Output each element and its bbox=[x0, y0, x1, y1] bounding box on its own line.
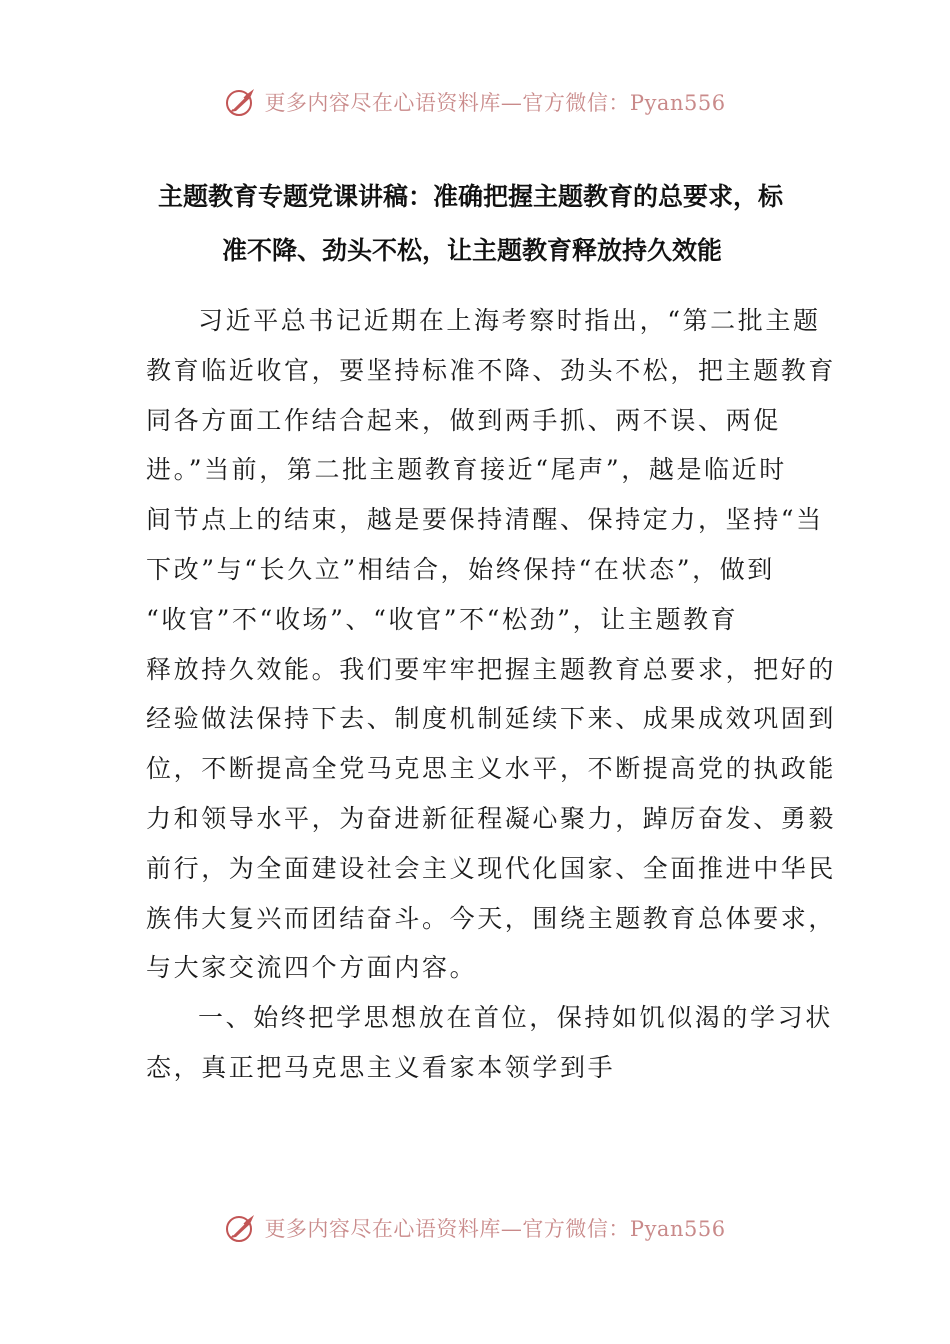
paragraph-line: 力和领导水平，为奋进新征程凝心聚力，踔厉奋发、勇毅 bbox=[146, 803, 837, 833]
paragraph-line: 习近平总书记近期在上海考察时指出，“第二批主题 bbox=[198, 306, 821, 335]
paragraph-line: 同各方面工作结合起来，做到两手抓、两不误、两促 bbox=[146, 405, 781, 435]
watermark-banner-top bbox=[0, 82, 950, 122]
paragraph-line: 经验做法保持下去、制度机制延续下来、成果成效巩固到 bbox=[146, 704, 837, 734]
paragraph-line: 前行，为全面建设社会主义现代化国家、全面推进中华民 bbox=[146, 853, 837, 883]
paragraph-line: “收官”不“收场”、“收官”不“松劲”，让主题教育 bbox=[146, 604, 739, 634]
paragraph-line: 与大家交流四个方面内容。 bbox=[146, 953, 478, 983]
section-heading-1 bbox=[146, 993, 833, 1093]
paragraph-line: 族伟大复兴而团结奋斗。今天，围绕主题教育总体要求， bbox=[146, 903, 837, 933]
paragraph-line: 间节点上的结束，越是要保持清醒、保持定力，坚持“当 bbox=[146, 505, 824, 535]
document-body bbox=[146, 296, 837, 1093]
paragraph-intro bbox=[146, 296, 837, 993]
paragraph-line: 进。”当前，第二批主题教育接近“尾声”，越是临近时 bbox=[146, 455, 787, 485]
title-line-2: 准不降、劲头不松，让主题教育释放持久效能 bbox=[222, 236, 723, 265]
watermark-text: 更多内容尽在心语资料库—官方微信：Pyan556 bbox=[264, 1217, 726, 1241]
quill-pen-logo-icon bbox=[224, 1211, 258, 1245]
quill-pen-logo-icon bbox=[224, 85, 258, 119]
section-heading-line: 一、始终把学思想放在首位，保持如饥似渴的学习状 bbox=[198, 1003, 833, 1033]
title-line-1: 主题教育专题党课讲稿：准确把握主题教育的总要求，标 bbox=[158, 182, 784, 211]
paragraph-line: 下改”与“长久立”相结合，始终保持“在状态”，做到 bbox=[146, 554, 775, 584]
paragraph-line: 位，不断提高全党马克思主义水平，不断提高党的执政能 bbox=[146, 754, 837, 784]
section-heading-line: 态，真正把马克思主义看家本领学到手 bbox=[146, 1052, 616, 1082]
watermark-text: 更多内容尽在心语资料库—官方微信：Pyan556 bbox=[264, 91, 726, 115]
paragraph-line: 教育临近收官，要坚持标准不降、劲头不松，把主题教育 bbox=[146, 355, 837, 385]
paragraph-line: 释放持久效能。我们要牢牢把握主题教育总要求，把好的 bbox=[146, 654, 837, 684]
document-title bbox=[150, 170, 810, 278]
watermark-banner-bottom bbox=[0, 1208, 950, 1248]
